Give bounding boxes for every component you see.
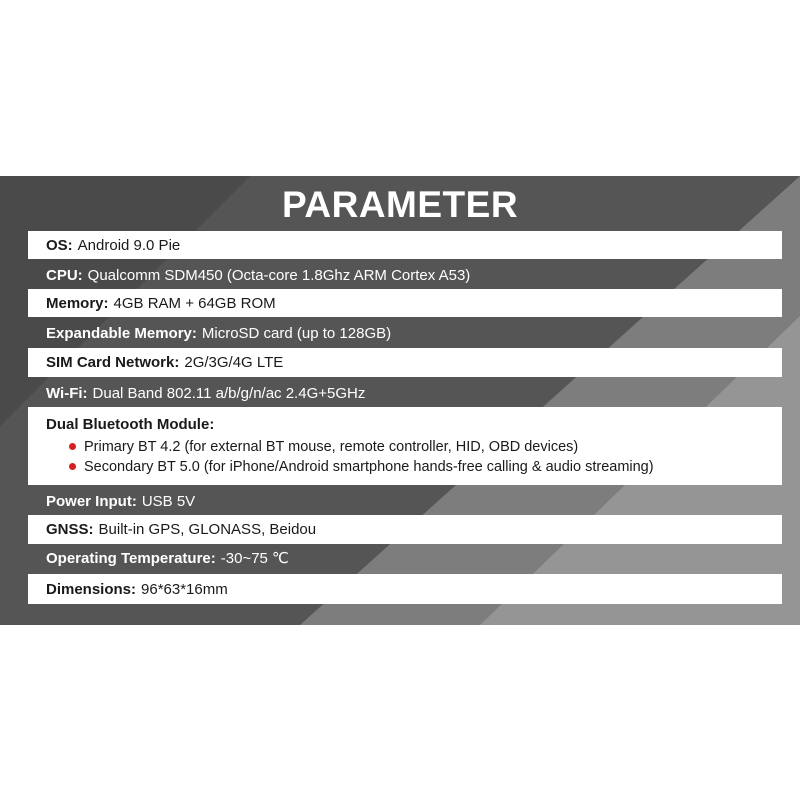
spec-value: 4GB RAM + 64GB ROM <box>113 294 276 312</box>
spec-row-expandable-memory <box>28 319 782 347</box>
spec-value: Qualcomm SDM450 (Octa-core 1.8Ghz ARM Cortex A53) <box>87 266 471 284</box>
spec-row-memory <box>28 289 782 317</box>
spec-label: OS: <box>46 236 73 254</box>
spec-label: Expandable Memory: <box>46 324 197 342</box>
spec-row-wifi <box>28 379 782 407</box>
spec-value: 96*63*16mm <box>141 580 228 598</box>
spec-value: USB 5V <box>141 492 196 510</box>
spec-label: Dual Bluetooth Module: <box>46 415 215 433</box>
bullet-text: Primary BT 4.2 (for external BT mouse, remote controller, HID, OBD devices) <box>84 438 579 455</box>
spec-label: SIM Card Network: <box>46 354 180 371</box>
spec-label: Dimensions: <box>46 580 137 598</box>
spec-row-os <box>28 231 782 259</box>
spec-row-operating-temperature <box>28 544 782 572</box>
bullet-icon <box>69 443 76 450</box>
list-item <box>68 437 654 457</box>
spec-value: -30~75 ℃ <box>220 550 289 567</box>
spec-row-dimensions <box>28 574 782 604</box>
spec-value: Built-in GPS, GLONASS, Beidou <box>98 521 317 538</box>
spec-label: GNSS: <box>46 521 94 538</box>
bullet-icon <box>69 463 76 470</box>
spec-row-sim-network <box>28 348 782 377</box>
page-title: PARAMETER <box>281 184 519 225</box>
spec-value: 2G/3G/4G LTE <box>184 354 284 371</box>
bluetooth-list <box>46 437 654 477</box>
spec-label: Memory: <box>46 294 109 312</box>
list-item <box>68 457 654 477</box>
spec-label: Wi-Fi: <box>46 384 88 402</box>
spec-row-bluetooth <box>28 407 782 485</box>
spec-row-cpu <box>28 261 782 289</box>
spec-label: Operating Temperature: <box>46 549 216 567</box>
spec-row-power-input <box>28 487 782 515</box>
spec-value: MicroSD card (up to 128GB) <box>201 324 392 342</box>
spec-value: Dual Band 802.11 a/b/g/n/ac 2.4G+5GHz <box>92 384 366 402</box>
bullet-text: Secondary BT 5.0 (for iPhone/Android smartphone hands-free calling & audio streaming) <box>84 458 654 475</box>
spec-label: CPU: <box>46 266 83 284</box>
spec-row-gnss <box>28 515 782 544</box>
spec-label: Power Input: <box>46 492 137 510</box>
spec-value: Android 9.0 Pie <box>77 236 181 254</box>
